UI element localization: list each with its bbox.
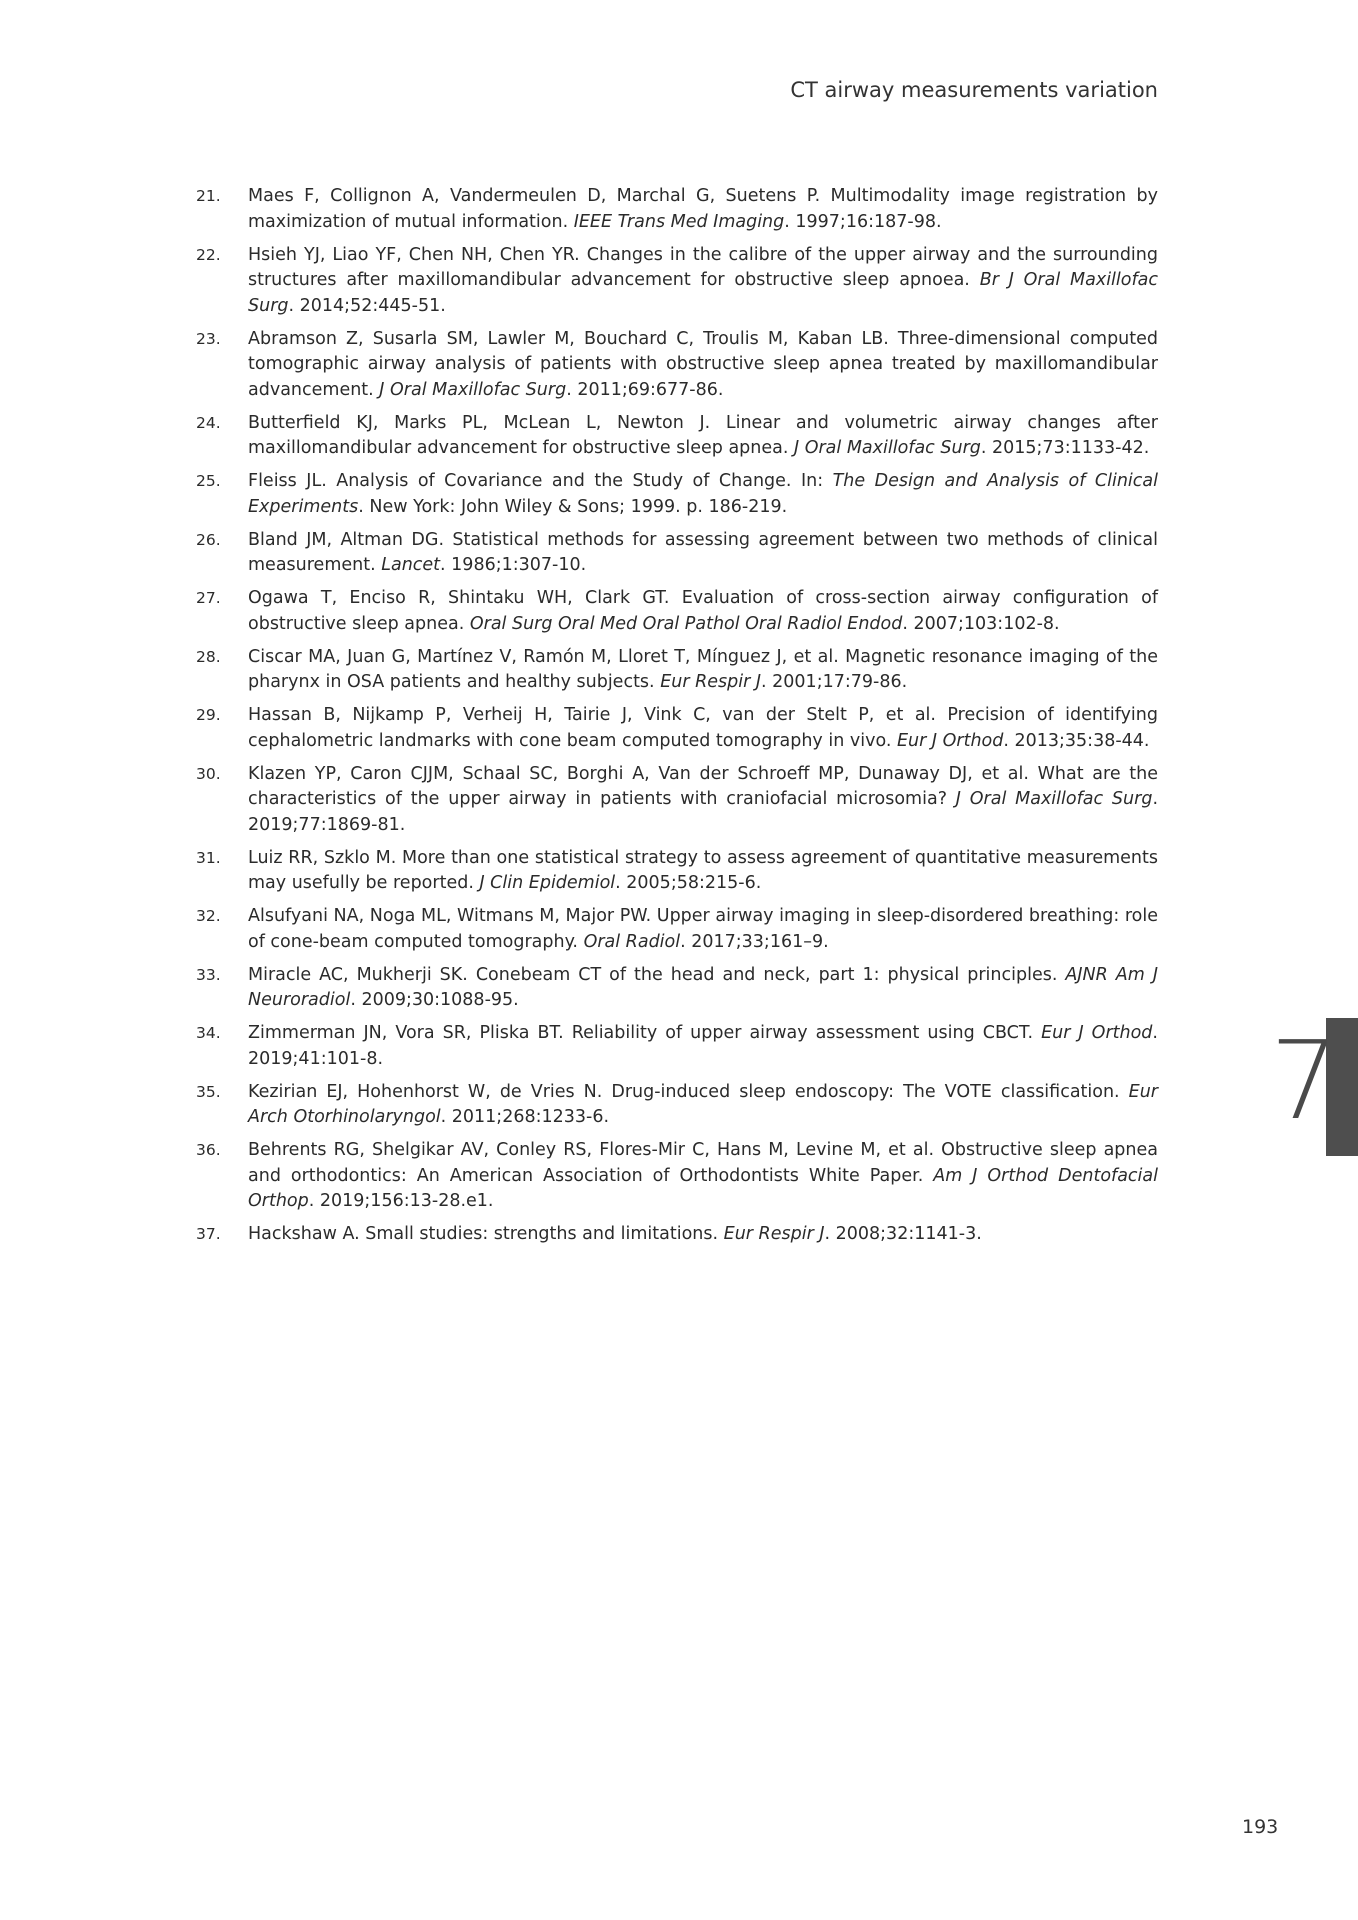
reference-number: 34.	[196, 1024, 221, 1042]
reference-citation-details: . 2008;32:1141-3.	[824, 1224, 982, 1244]
reference-citation-details: . New York: John Wiley & Sons; 1999. p. 186-219.	[358, 496, 788, 517]
reference-number: 22.	[196, 245, 221, 264]
reference-number: 25.	[196, 472, 221, 490]
reference-authors-title: Hassan B, Nijkamp P, Verheij H, Tairie J, Vink C, van der Stelt P, et al. Precision of identifying cephalometric landmarks with cone beam computed tomography in vivo.	[248, 705, 1158, 751]
reference-item	[196, 327, 1158, 404]
reference-text	[248, 586, 1158, 637]
reference-text	[248, 411, 1158, 462]
reference-journal: J Oral Maxillofac Surg	[379, 379, 567, 400]
reference-item	[196, 1080, 1158, 1131]
reference-text	[248, 963, 1158, 1014]
reference-item	[196, 703, 1158, 754]
reference-item	[196, 1021, 1158, 1072]
reference-number: 35.	[196, 1082, 221, 1101]
reference-authors-title: Miracle AC, Mukherji SK. Conebeam CT of the head and neck, part 1: physical principles.	[248, 964, 1066, 985]
reference-citation-details: . 1986;1:307-10.	[440, 555, 587, 575]
reference-item	[196, 904, 1158, 955]
reference-authors-title: Bland JM, Altman DG. Statistical methods for assessing agreement between two methods of clinical measurement.	[248, 529, 1158, 575]
reference-journal: J Oral Maxillofac Surg	[955, 789, 1153, 809]
reference-authors-title: Butterfield KJ, Marks PL, McLean L, Newton J. Linear and volumetric airway changes after maxillomandibular advancement for obstructive sleep apnea.	[248, 412, 1158, 458]
reference-citation-details: . 2019;77:1869-81.	[248, 789, 1159, 835]
reference-journal: Eur J Orthod	[896, 730, 1004, 751]
reference-journal: AJNR Am J Neuroradiol	[248, 964, 1158, 1010]
reference-citation-details: . 2005;58:215-6.	[615, 873, 762, 893]
reference-text	[248, 645, 1158, 696]
reference-number: 23.	[196, 329, 221, 348]
reference-citation-details: . 1997;16:187-98.	[784, 211, 942, 232]
reference-item	[196, 846, 1158, 897]
reference-item	[196, 528, 1158, 579]
reference-authors-title: Ciscar MA, Juan G, Martínez V, Ramón M, Lloret T, Mínguez J, et al. Magnetic resonance imaging of the pharynx in OSA patients and healthy subjects.	[248, 646, 1158, 692]
reference-number: 27.	[196, 589, 221, 607]
reference-citation-details: . 2007;103:102-8.	[902, 613, 1060, 634]
running-header-title: CT airway measurements variation	[790, 78, 1158, 102]
reference-item	[196, 243, 1158, 320]
reference-number: 31.	[196, 848, 221, 867]
reference-number: 26.	[196, 530, 221, 549]
reference-journal: J Clin Epidemiol	[479, 873, 616, 893]
reference-number: 37.	[196, 1225, 221, 1243]
reference-text	[248, 1021, 1158, 1072]
reference-journal: The Design and Analysis of Clinical Experiments	[248, 471, 1158, 517]
reference-number: 32.	[196, 907, 221, 925]
reference-number: 29.	[196, 706, 221, 724]
reference-item	[196, 963, 1158, 1014]
reference-number: 36.	[196, 1141, 221, 1159]
reference-text	[248, 703, 1158, 754]
reference-item	[196, 762, 1158, 839]
reference-citation-details: . 2017;33;161–9.	[680, 931, 829, 952]
reference-text	[248, 1138, 1158, 1215]
reference-text	[248, 528, 1158, 579]
reference-authors-title: Fleiss JL. Analysis of Covariance and the Study of Change. In:	[248, 471, 833, 491]
reference-number: 30.	[196, 764, 221, 783]
reference-citation-details: . 2019;41:101-8.	[248, 1023, 1158, 1069]
reference-citation-details: . 2011;69:677-86.	[566, 379, 724, 400]
reference-text	[248, 846, 1158, 897]
reference-journal: Oral Surg Oral Med Oral Pathol Oral Radiol Endod	[469, 613, 903, 634]
reference-text	[248, 327, 1158, 404]
reference-number: 33.	[196, 965, 221, 984]
reference-authors-title: Abramson Z, Susarla SM, Lawler M, Bouchard C, Troulis M, Kaban LB. Three-dimensional computed tomographic airway analysis of patients with obstructive sleep apnea treated by maxillomandibular advancement.	[248, 328, 1158, 400]
reference-text	[248, 243, 1158, 320]
reference-text	[248, 1222, 1158, 1248]
reference-list	[196, 184, 1158, 1255]
reference-item	[196, 411, 1158, 462]
reference-authors-title: Zimmerman JN, Vora SR, Pliska BT. Reliability of upper airway assessment using CBCT.	[248, 1023, 1042, 1043]
reference-journal: Eur Respir J	[660, 672, 762, 692]
reference-item	[196, 1222, 1158, 1248]
reference-number: 24.	[196, 413, 221, 432]
reference-text	[248, 1080, 1158, 1131]
reference-citation-details: . 2001;17:79-86.	[761, 672, 908, 692]
reference-text	[248, 904, 1158, 955]
reference-item	[196, 469, 1158, 520]
reference-citation-details: . 2015;73:1133-42.	[980, 438, 1150, 458]
page-number: 193	[1242, 1816, 1279, 1838]
reference-journal: IEEE Trans Med Imaging	[573, 211, 785, 232]
reference-authors-title: Hackshaw A. Small studies: strengths and limitations.	[248, 1224, 724, 1244]
reference-authors-title: Klazen YP, Caron CJJM, Schaal SC, Borghi A, Van der Schroeff MP, Dunaway DJ, et al. What are the characteristics of the upper airway in patients with craniofacial microsomia?	[248, 763, 1158, 809]
reference-journal: Am J Orthod Dentofacial Orthop	[248, 1165, 1158, 1211]
reference-authors-title: Kezirian EJ, Hohenhorst W, de Vries N. Drug-induced sleep endoscopy: The VOTE classification.	[248, 1081, 1129, 1102]
reference-journal: Oral Radiol	[583, 931, 681, 952]
reference-number: 21.	[196, 187, 221, 205]
reference-authors-title: Maes F, Collignon A, Vandermeulen D, Marchal G, Suetens P. Multimodality image registration by maximization of mutual information.	[248, 186, 1158, 232]
reference-citation-details: . 2011;268:1233-6.	[440, 1107, 610, 1127]
reference-journal: Eur Arch Otorhinolaryngol	[248, 1081, 1158, 1127]
reference-authors-title: Hsieh YJ, Liao YF, Chen NH, Chen YR. Changes in the calibre of the upper airway and the surrounding structures after maxillomandibular advancement for obstructive sleep apnoea.	[248, 244, 1158, 290]
reference-journal: Eur Respir J	[723, 1224, 825, 1244]
reference-item	[196, 1138, 1158, 1215]
reference-authors-title: Ogawa T, Enciso R, Shintaku WH, Clark GT. Evaluation of cross-section airway configuration of obstructive sleep apnea.	[248, 588, 1158, 634]
reference-text	[248, 184, 1158, 235]
reference-authors-title: Alsufyani NA, Noga ML, Witmans M, Major PW. Upper airway imaging in sleep-disordered breathing: role of cone-beam computed tomography.	[248, 906, 1158, 952]
reference-authors-title: Behrents RG, Shelgikar AV, Conley RS, Flores-Mir C, Hans M, Levine M, et al. Obstructive sleep apnea and orthodontics: An American Association of Orthodontists White Paper.	[248, 1140, 1158, 1186]
reference-journal: Br J Oral Maxillofac Surg	[248, 270, 1158, 316]
reference-citation-details: . 2019;156:13-28.e1.	[308, 1191, 494, 1211]
reference-item	[196, 184, 1158, 235]
chapter-number: 7	[1270, 1019, 1339, 1144]
reference-citation-details: . 2009;30:1088-95.	[350, 990, 519, 1010]
reference-item	[196, 586, 1158, 637]
reference-journal: J Oral Maxillofac Surg	[793, 438, 981, 458]
reference-journal: Eur J Orthod	[1041, 1023, 1153, 1043]
reference-citation-details: . 2013;35:38-44.	[1003, 730, 1150, 751]
reference-journal: Lancet	[381, 555, 441, 575]
reference-citation-details: . 2014;52:445-51.	[288, 295, 446, 316]
reference-item	[196, 645, 1158, 696]
reference-text	[248, 469, 1158, 520]
reference-number: 28.	[196, 647, 221, 666]
reference-authors-title: Luiz RR, Szklo M. More than one statistical strategy to assess agreement of quantitative measurements may usefully be reported.	[248, 847, 1158, 893]
reference-text	[248, 762, 1158, 839]
